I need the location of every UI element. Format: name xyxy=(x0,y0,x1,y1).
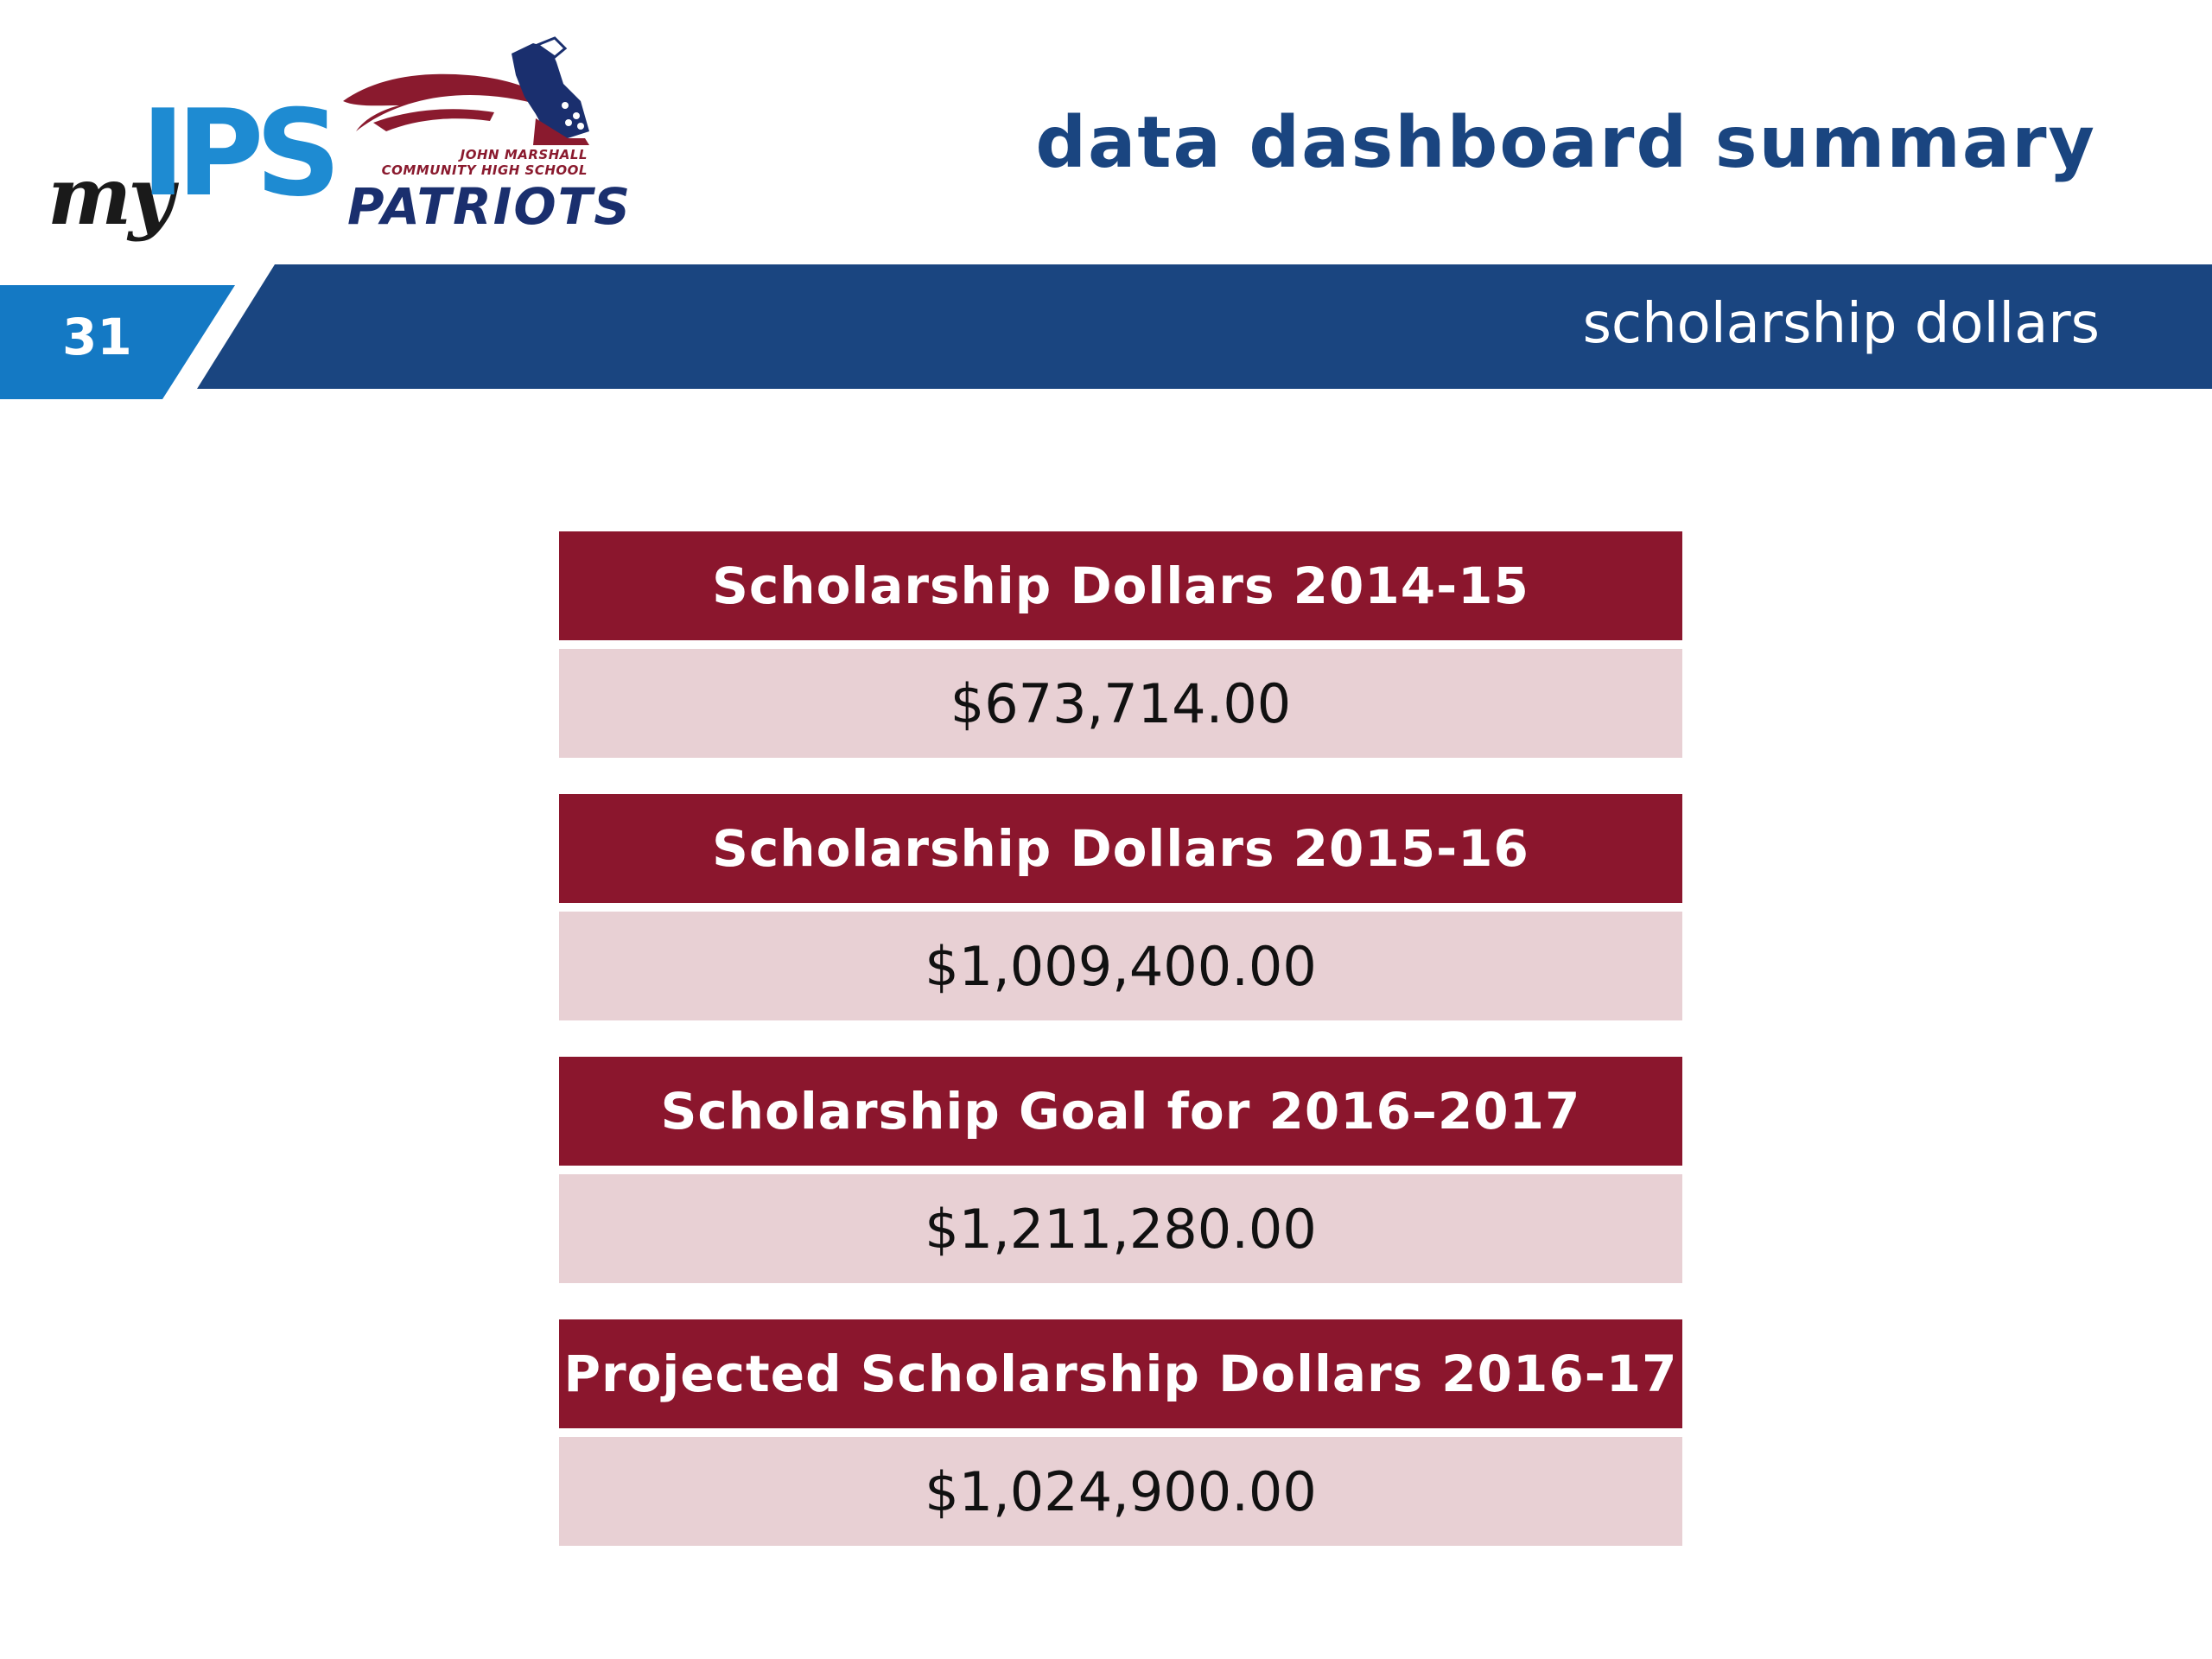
table-row xyxy=(559,1057,1682,1283)
row-label: Scholarship Dollars 2014-15 xyxy=(559,531,1682,640)
row-value: $1,024,900.00 xyxy=(559,1437,1682,1546)
table-row xyxy=(559,1319,1682,1546)
myips-logo xyxy=(48,84,333,243)
page-title: data dashboard summary xyxy=(1035,102,2096,184)
row-value: $1,211,280.00 xyxy=(559,1174,1682,1283)
row-label: Scholarship Dollars 2015-16 xyxy=(559,794,1682,903)
school-line-1: JOHN MARSHALL xyxy=(460,147,588,162)
section-banner xyxy=(0,264,2212,403)
scholarship-table xyxy=(559,531,1682,1582)
row-label: Scholarship Goal for 2016–2017 xyxy=(559,1057,1682,1166)
patriots-logo xyxy=(339,36,632,236)
table-row xyxy=(559,794,1682,1020)
logo-my-text: my xyxy=(48,149,171,243)
row-value: $673,714.00 xyxy=(559,649,1682,758)
row-label: Projected Scholarship Dollars 2016-17 xyxy=(559,1319,1682,1428)
school-name xyxy=(361,147,588,178)
slide-number: 31 xyxy=(62,308,132,366)
school-line-2: COMMUNITY HIGH SCHOOL xyxy=(381,162,588,178)
logo-ips-text: IPS xyxy=(141,84,333,223)
section-title: scholarship dollars xyxy=(1582,292,2100,356)
table-row xyxy=(559,531,1682,758)
mascot-text: PATRIOTS xyxy=(347,177,632,236)
row-value: $1,009,400.00 xyxy=(559,912,1682,1020)
